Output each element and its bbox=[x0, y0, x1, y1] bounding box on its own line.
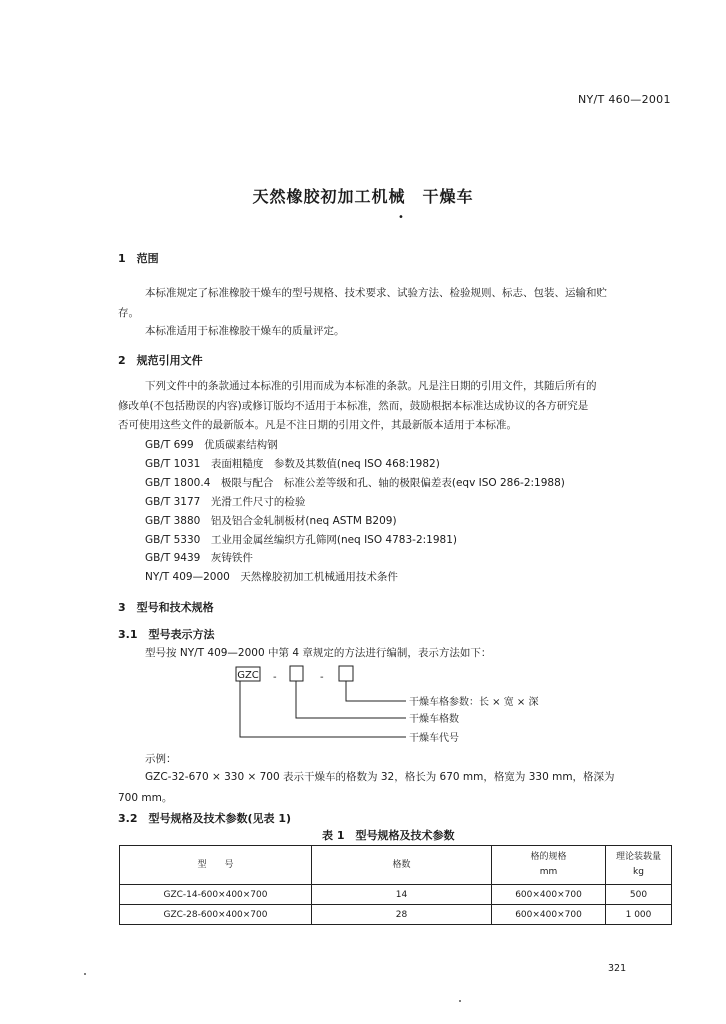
header-load-name: 理论装载量 bbox=[615, 852, 661, 862]
example-label: 示例： bbox=[145, 753, 177, 765]
section2-heading: 2 规范引用文件 bbox=[118, 354, 203, 367]
label-count: 干燥车格数 bbox=[409, 714, 459, 725]
table-row bbox=[120, 905, 672, 925]
specs-box bbox=[339, 666, 353, 681]
header-count: 格数 bbox=[312, 846, 492, 885]
count-box bbox=[290, 666, 303, 681]
cell-count: 28 bbox=[312, 905, 492, 925]
cell-count: 14 bbox=[312, 885, 492, 905]
label-specs: 干燥车格参数：长 × 宽 × 深 bbox=[409, 697, 539, 708]
header-size-name: 格的规格 bbox=[530, 852, 567, 862]
reference-item: GB/T 9439 灰铸铁件 bbox=[145, 552, 253, 564]
example-line2: 700 mm。 bbox=[118, 792, 173, 804]
document-title: 天然橡胶初加工机械 干燥车 bbox=[252, 187, 474, 206]
reference-item: GB/T 1800.4 极限与配合 标准公差等级和孔、轴的极限偏差表(eqv ISO 286-2:1988) bbox=[145, 477, 565, 489]
reference-item: NY/T 409—2000 天然橡胶初加工机械通用技术条件 bbox=[145, 571, 398, 583]
header-model: 型 号 bbox=[120, 846, 312, 885]
cell-model: GZC-28-600×400×700 bbox=[120, 905, 312, 925]
leader-line-code bbox=[240, 681, 406, 737]
reference-item: GB/T 3177 光滑工件尺寸的检验 bbox=[145, 496, 306, 508]
header-size-unit: mm bbox=[539, 867, 558, 877]
section1-para2: 本标准适用于标准橡胶干燥车的质量评定。 bbox=[145, 325, 345, 337]
section2-para-line2: 修改单(不包括勘误的内容)或修订版均不适用于本标准，然而，鼓励根据本标准达成协议的各方研究是 bbox=[118, 400, 589, 412]
section1-heading: 1 范围 bbox=[118, 252, 159, 265]
section2-para-line3: 否可使用这些文件的最新版本。凡是不注日期的引用文件，其最新版本适用于本标准。 bbox=[118, 419, 517, 431]
section2-para-line1: 下列文件中的条款通过本标准的引用而成为本标准的条款。凡是注日期的引用文件，其随后所有的 bbox=[145, 380, 597, 392]
cell-model: GZC-14-600×400×700 bbox=[120, 885, 312, 905]
example-line1: GZC-32-670 × 330 × 700 表示干燥车的格数为 32，格长为 670 mm，格宽为 330 mm，格深为 bbox=[145, 771, 615, 783]
reference-item: GB/T 3880 铝及铝合金轧制板材(neq ASTM B209) bbox=[145, 515, 397, 527]
cell-load: 500 bbox=[606, 885, 672, 905]
cell-size: 600×400×700 bbox=[492, 905, 606, 925]
reference-item: GB/T 1031 表面粗糙度 参数及其数值(neq ISO 468:1982) bbox=[145, 458, 440, 470]
scan-speck bbox=[459, 1000, 461, 1002]
standard-code: NY/T 460—2001 bbox=[578, 93, 671, 106]
section1-para1-line2: 存。 bbox=[118, 307, 139, 319]
section3-1-heading: 3.1 型号表示方法 bbox=[118, 628, 215, 641]
label-code: 干燥车代号 bbox=[409, 733, 459, 744]
leader-line-count bbox=[296, 681, 406, 718]
reference-item: GB/T 699 优质碳素结构钢 bbox=[145, 439, 278, 451]
header-size bbox=[492, 846, 606, 885]
table1-caption: 表 1 型号规格及技术参数 bbox=[322, 829, 455, 842]
table1 bbox=[119, 845, 672, 925]
title-dot: • bbox=[398, 212, 404, 223]
page-number: 321 bbox=[608, 963, 627, 974]
table-row bbox=[120, 885, 672, 905]
table1-header-row bbox=[120, 846, 672, 885]
header-load bbox=[606, 846, 672, 885]
cell-load: 1 000 bbox=[606, 905, 672, 925]
code-box-label: GZC bbox=[237, 670, 259, 681]
section1-para1-line1: 本标准规定了标准橡胶干燥车的型号规格、技术要求、试验方法、检验规则、标志、包装、运输和贮 bbox=[145, 287, 607, 299]
dash-1: - bbox=[273, 672, 277, 683]
scan-speck bbox=[84, 973, 86, 975]
dash-2: - bbox=[320, 672, 324, 683]
cell-size: 600×400×700 bbox=[492, 885, 606, 905]
section3-2-heading: 3.2 型号规格及技术参数(见表 1) bbox=[118, 812, 292, 825]
section3-1-para: 型号按 NY/T 409—2000 中第 4 章规定的方法进行编制，表示方法如下： bbox=[145, 647, 492, 659]
leader-line-specs bbox=[346, 681, 406, 701]
section3-heading: 3 型号和技术规格 bbox=[118, 601, 214, 614]
header-load-unit: kg bbox=[633, 867, 644, 877]
reference-item: GB/T 5330 工业用金属丝编织方孔筛网(neq ISO 4783-2:1981) bbox=[145, 534, 457, 546]
